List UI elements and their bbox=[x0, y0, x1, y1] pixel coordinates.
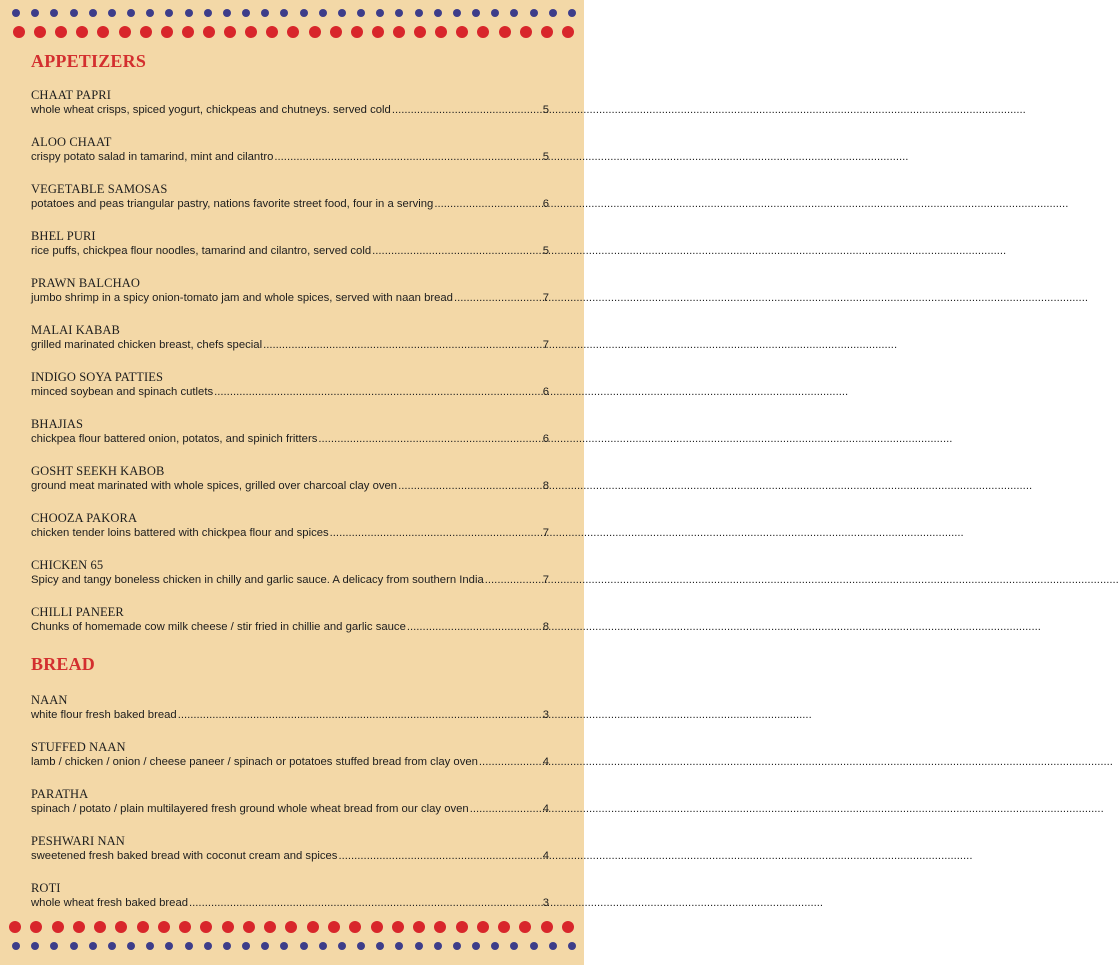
item-description: Spicy and tangy boneless chicken in chilly and garlic sauce. A delicacy from southern India bbox=[31, 574, 484, 586]
top-border-small-dots bbox=[0, 9, 584, 17]
item-price: 6 bbox=[542, 433, 549, 445]
item-line bbox=[31, 244, 549, 258]
border-dot-small bbox=[31, 9, 39, 17]
menu-item bbox=[31, 693, 549, 722]
border-dot-large bbox=[519, 921, 531, 933]
dot-leader bbox=[214, 385, 542, 399]
menu-item bbox=[31, 229, 549, 258]
border-dot-small bbox=[261, 9, 269, 17]
border-dot-small bbox=[204, 9, 212, 17]
border-dot-small bbox=[434, 9, 442, 17]
item-line bbox=[31, 896, 549, 910]
dot-leader bbox=[178, 708, 542, 722]
border-dot-large bbox=[13, 26, 25, 38]
border-dot-large bbox=[520, 26, 532, 38]
border-dot-large bbox=[328, 921, 340, 933]
border-dot-large bbox=[179, 921, 191, 933]
border-dot-small bbox=[127, 9, 135, 17]
border-dot-small bbox=[453, 9, 461, 17]
border-dot-small bbox=[127, 942, 135, 950]
border-dot-small bbox=[70, 9, 78, 17]
border-dot-large bbox=[94, 921, 106, 933]
border-dot-large bbox=[372, 26, 384, 38]
border-dot-large bbox=[34, 26, 46, 38]
border-dot-small bbox=[185, 9, 193, 17]
dot-leader bbox=[485, 573, 542, 587]
item-price: 8 bbox=[542, 480, 549, 492]
border-dot-small bbox=[415, 9, 423, 17]
border-dot-small bbox=[12, 942, 20, 950]
border-dot-large bbox=[182, 26, 194, 38]
menu-item bbox=[31, 276, 549, 305]
item-description: chickpea flour battered onion, potatos, and spinich fritters bbox=[31, 433, 318, 445]
border-dot-small bbox=[165, 9, 173, 17]
border-dot-large bbox=[456, 26, 468, 38]
border-dot-large bbox=[393, 26, 405, 38]
border-dot-small bbox=[108, 9, 116, 17]
menu-content bbox=[31, 50, 549, 910]
border-dot-large bbox=[52, 921, 64, 933]
item-price: 5 bbox=[542, 245, 549, 257]
item-description: potatoes and peas triangular pastry, nations favorite street food, four in a serving bbox=[31, 198, 434, 210]
item-name: BHAJIAS bbox=[31, 417, 84, 431]
border-dot-small bbox=[242, 9, 250, 17]
item-line bbox=[31, 103, 549, 117]
menu-item bbox=[31, 370, 549, 399]
item-line bbox=[31, 849, 549, 863]
dot-leader bbox=[318, 432, 541, 446]
dot-leader bbox=[434, 197, 541, 211]
bread-list bbox=[31, 693, 549, 910]
item-line bbox=[31, 620, 549, 634]
item-description: whole wheat crisps, spiced yogurt, chickpeas and chutneys. served cold bbox=[31, 104, 391, 116]
border-dot-large bbox=[73, 921, 85, 933]
item-price: 4 bbox=[542, 756, 549, 768]
item-name: VEGETABLE SAMOSAS bbox=[31, 182, 168, 196]
border-dot-small bbox=[357, 9, 365, 17]
item-price: 8 bbox=[542, 621, 549, 633]
border-dot-small bbox=[223, 9, 231, 17]
border-dot-large bbox=[435, 26, 447, 38]
item-line bbox=[31, 573, 549, 587]
border-dot-small bbox=[491, 9, 499, 17]
menu-item bbox=[31, 135, 549, 164]
menu-item bbox=[31, 417, 549, 446]
item-line bbox=[31, 291, 549, 305]
border-dot-large bbox=[243, 921, 255, 933]
border-dot-large bbox=[541, 921, 553, 933]
border-dot-small bbox=[472, 9, 480, 17]
item-description: spinach / potato / plain multilayered fresh ground whole wheat bread from our clay oven bbox=[31, 803, 469, 815]
border-dot-large bbox=[97, 26, 109, 38]
dot-leader bbox=[372, 244, 542, 258]
border-dot-small bbox=[108, 942, 116, 950]
dot-leader bbox=[479, 755, 542, 769]
item-description: jumbo shrimp in a spicy onion-tomato jam and whole spices, served with naan bread bbox=[31, 292, 453, 304]
item-price: 5 bbox=[542, 104, 549, 116]
border-dot-small bbox=[549, 942, 557, 950]
menu-item bbox=[31, 558, 549, 587]
item-price: 4 bbox=[542, 803, 549, 815]
menu-item bbox=[31, 464, 549, 493]
appetizers-list bbox=[31, 88, 549, 634]
item-description: ground meat marinated with whole spices, grilled over charcoal clay oven bbox=[31, 480, 398, 492]
item-description: chicken tender loins battered with chickpea flour and spices bbox=[31, 527, 329, 539]
menu-item bbox=[31, 323, 549, 352]
item-price: 4 bbox=[542, 850, 549, 862]
border-dot-small bbox=[357, 942, 365, 950]
item-price: 7 bbox=[542, 574, 549, 586]
item-name: CHOOZA PAKORA bbox=[31, 511, 138, 525]
section-title-appetizers: APPETIZERS bbox=[31, 51, 147, 71]
item-name: CHAAT PAPRI bbox=[31, 88, 111, 102]
item-name: ALOO CHAAT bbox=[31, 135, 112, 149]
border-dot-large bbox=[55, 26, 67, 38]
border-dot-small bbox=[319, 942, 327, 950]
border-dot-small bbox=[491, 942, 499, 950]
border-dot-large bbox=[498, 921, 510, 933]
item-name: PARATHA bbox=[31, 787, 89, 801]
border-dot-large bbox=[9, 921, 21, 933]
item-line bbox=[31, 802, 549, 816]
border-dot-large bbox=[499, 26, 511, 38]
border-dot-large bbox=[562, 26, 574, 38]
dot-leader bbox=[189, 896, 542, 910]
border-dot-small bbox=[530, 942, 538, 950]
dot-leader bbox=[454, 291, 542, 305]
item-name: NAAN bbox=[31, 693, 68, 707]
border-dot-small bbox=[395, 9, 403, 17]
border-dot-large bbox=[309, 26, 321, 38]
item-name: ROTI bbox=[31, 881, 61, 895]
item-description: minced soybean and spinach cutlets bbox=[31, 386, 214, 398]
item-name: PESHWARI NAN bbox=[31, 834, 125, 848]
item-name: MALAI KABAB bbox=[31, 323, 120, 337]
item-name: BHEL PURI bbox=[31, 229, 96, 243]
item-price: 3 bbox=[542, 897, 549, 909]
border-dot-large bbox=[434, 921, 446, 933]
item-description: lamb / chicken / onion / cheese paneer / spinach or potatoes stuffed bread from clay oven bbox=[31, 756, 478, 768]
item-price: 3 bbox=[542, 709, 549, 721]
border-dot-small bbox=[50, 942, 58, 950]
border-dot-large bbox=[285, 921, 297, 933]
border-dot-large bbox=[371, 921, 383, 933]
border-dot-large bbox=[351, 26, 363, 38]
border-dot-large bbox=[456, 921, 468, 933]
border-dot-large bbox=[76, 26, 88, 38]
border-dot-large bbox=[307, 921, 319, 933]
border-dot-large bbox=[119, 26, 131, 38]
border-dot-small bbox=[146, 942, 154, 950]
border-dot-large bbox=[287, 26, 299, 38]
border-dot-large bbox=[224, 26, 236, 38]
menu-item bbox=[31, 881, 549, 910]
border-dot-small bbox=[12, 9, 20, 17]
border-dot-small bbox=[89, 942, 97, 950]
border-dot-small bbox=[376, 9, 384, 17]
bread-section bbox=[31, 653, 549, 910]
item-description: rice puffs, chickpea flour noodles, tamarind and cilantro, served cold bbox=[31, 245, 372, 257]
border-dot-small bbox=[31, 942, 39, 950]
bottom-border-small-dots bbox=[0, 942, 584, 950]
dot-leader bbox=[407, 620, 542, 634]
border-dot-large bbox=[330, 26, 342, 38]
item-price: 6 bbox=[542, 198, 549, 210]
item-name: CHILLI PANEER bbox=[31, 605, 124, 619]
item-description: grilled marinated chicken breast, chefs special bbox=[31, 339, 263, 351]
border-dot-large bbox=[200, 921, 212, 933]
item-line bbox=[31, 526, 549, 540]
border-dot-small bbox=[530, 9, 538, 17]
border-dot-small bbox=[319, 9, 327, 17]
dot-leader bbox=[398, 479, 542, 493]
menu-item bbox=[31, 88, 549, 117]
item-price: 6 bbox=[542, 386, 549, 398]
border-dot-small bbox=[395, 942, 403, 950]
border-dot-large bbox=[115, 921, 127, 933]
item-name: CHICKEN 65 bbox=[31, 558, 104, 572]
border-dot-small bbox=[434, 942, 442, 950]
item-line bbox=[31, 197, 549, 211]
item-line bbox=[31, 150, 549, 164]
border-dot-small bbox=[165, 942, 173, 950]
border-dot-small bbox=[300, 942, 308, 950]
menu-item bbox=[31, 787, 549, 816]
border-dot-small bbox=[50, 9, 58, 17]
item-description: Chunks of homemade cow milk cheese / stir fried in chillie and garlic sauce bbox=[31, 621, 406, 633]
border-dot-large bbox=[477, 921, 489, 933]
border-dot-small bbox=[568, 9, 576, 17]
item-line bbox=[31, 755, 549, 769]
border-dot-small bbox=[223, 942, 231, 950]
item-description: crispy potato salad in tamarind, mint and cilantro bbox=[31, 151, 274, 163]
border-dot-small bbox=[510, 9, 518, 17]
dot-leader bbox=[274, 150, 541, 164]
border-dot-large bbox=[392, 921, 404, 933]
top-border-large-dots bbox=[0, 26, 584, 38]
item-line bbox=[31, 338, 549, 352]
menu-item bbox=[31, 182, 549, 211]
item-line bbox=[31, 385, 549, 399]
item-name: PRAWN BALCHAO bbox=[31, 276, 140, 290]
item-description: white flour fresh baked bread bbox=[31, 709, 177, 721]
item-price: 5 bbox=[542, 151, 549, 163]
menu-item bbox=[31, 511, 549, 540]
border-dot-small bbox=[549, 9, 557, 17]
border-dot-small bbox=[280, 942, 288, 950]
item-name: GOSHT SEEKH KABOB bbox=[31, 464, 165, 478]
menu-item bbox=[31, 740, 549, 769]
border-dot-large bbox=[414, 26, 426, 38]
border-dot-large bbox=[562, 921, 574, 933]
border-dot-large bbox=[30, 921, 42, 933]
item-line bbox=[31, 432, 549, 446]
border-dot-large bbox=[245, 26, 257, 38]
item-line bbox=[31, 708, 549, 722]
border-dot-small bbox=[204, 942, 212, 950]
dot-leader bbox=[392, 103, 542, 117]
border-dot-small bbox=[146, 9, 154, 17]
border-dot-small bbox=[338, 9, 346, 17]
dot-leader bbox=[470, 802, 542, 816]
item-price: 7 bbox=[542, 292, 549, 304]
menu-item bbox=[31, 834, 549, 863]
border-dot-large bbox=[413, 921, 425, 933]
appetizers-section bbox=[31, 50, 549, 634]
dot-leader bbox=[263, 338, 542, 352]
border-dot-large bbox=[161, 26, 173, 38]
border-dot-large bbox=[137, 921, 149, 933]
border-dot-large bbox=[203, 26, 215, 38]
border-dot-large bbox=[264, 921, 276, 933]
border-dot-large bbox=[158, 921, 170, 933]
dot-leader bbox=[338, 849, 541, 863]
border-dot-large bbox=[140, 26, 152, 38]
dot-leader bbox=[330, 526, 542, 540]
border-dot-small bbox=[300, 9, 308, 17]
item-description: sweetened fresh baked bread with coconut cream and spices bbox=[31, 850, 338, 862]
border-dot-small bbox=[376, 942, 384, 950]
border-dot-small bbox=[242, 942, 250, 950]
border-dot-small bbox=[185, 942, 193, 950]
border-dot-small bbox=[568, 942, 576, 950]
border-dot-large bbox=[349, 921, 361, 933]
item-price: 7 bbox=[542, 339, 549, 351]
item-name: STUFFED NAAN bbox=[31, 740, 126, 754]
border-dot-small bbox=[70, 942, 78, 950]
section-title-bread: BREAD bbox=[31, 654, 96, 674]
item-price: 7 bbox=[542, 527, 549, 539]
border-dot-large bbox=[266, 26, 278, 38]
border-dot-small bbox=[261, 942, 269, 950]
border-dot-small bbox=[338, 942, 346, 950]
border-dot-small bbox=[415, 942, 423, 950]
item-name: INDIGO SOYA PATTIES bbox=[31, 370, 164, 384]
border-dot-large bbox=[541, 26, 553, 38]
border-dot-small bbox=[472, 942, 480, 950]
item-line bbox=[31, 479, 549, 493]
border-dot-small bbox=[453, 942, 461, 950]
border-dot-small bbox=[89, 9, 97, 17]
border-dot-large bbox=[222, 921, 234, 933]
border-dot-large bbox=[477, 26, 489, 38]
item-description: whole wheat fresh baked bread bbox=[31, 897, 189, 909]
border-dot-small bbox=[510, 942, 518, 950]
bottom-border-large-dots bbox=[0, 921, 584, 933]
menu-item bbox=[31, 605, 549, 634]
border-dot-small bbox=[280, 9, 288, 17]
